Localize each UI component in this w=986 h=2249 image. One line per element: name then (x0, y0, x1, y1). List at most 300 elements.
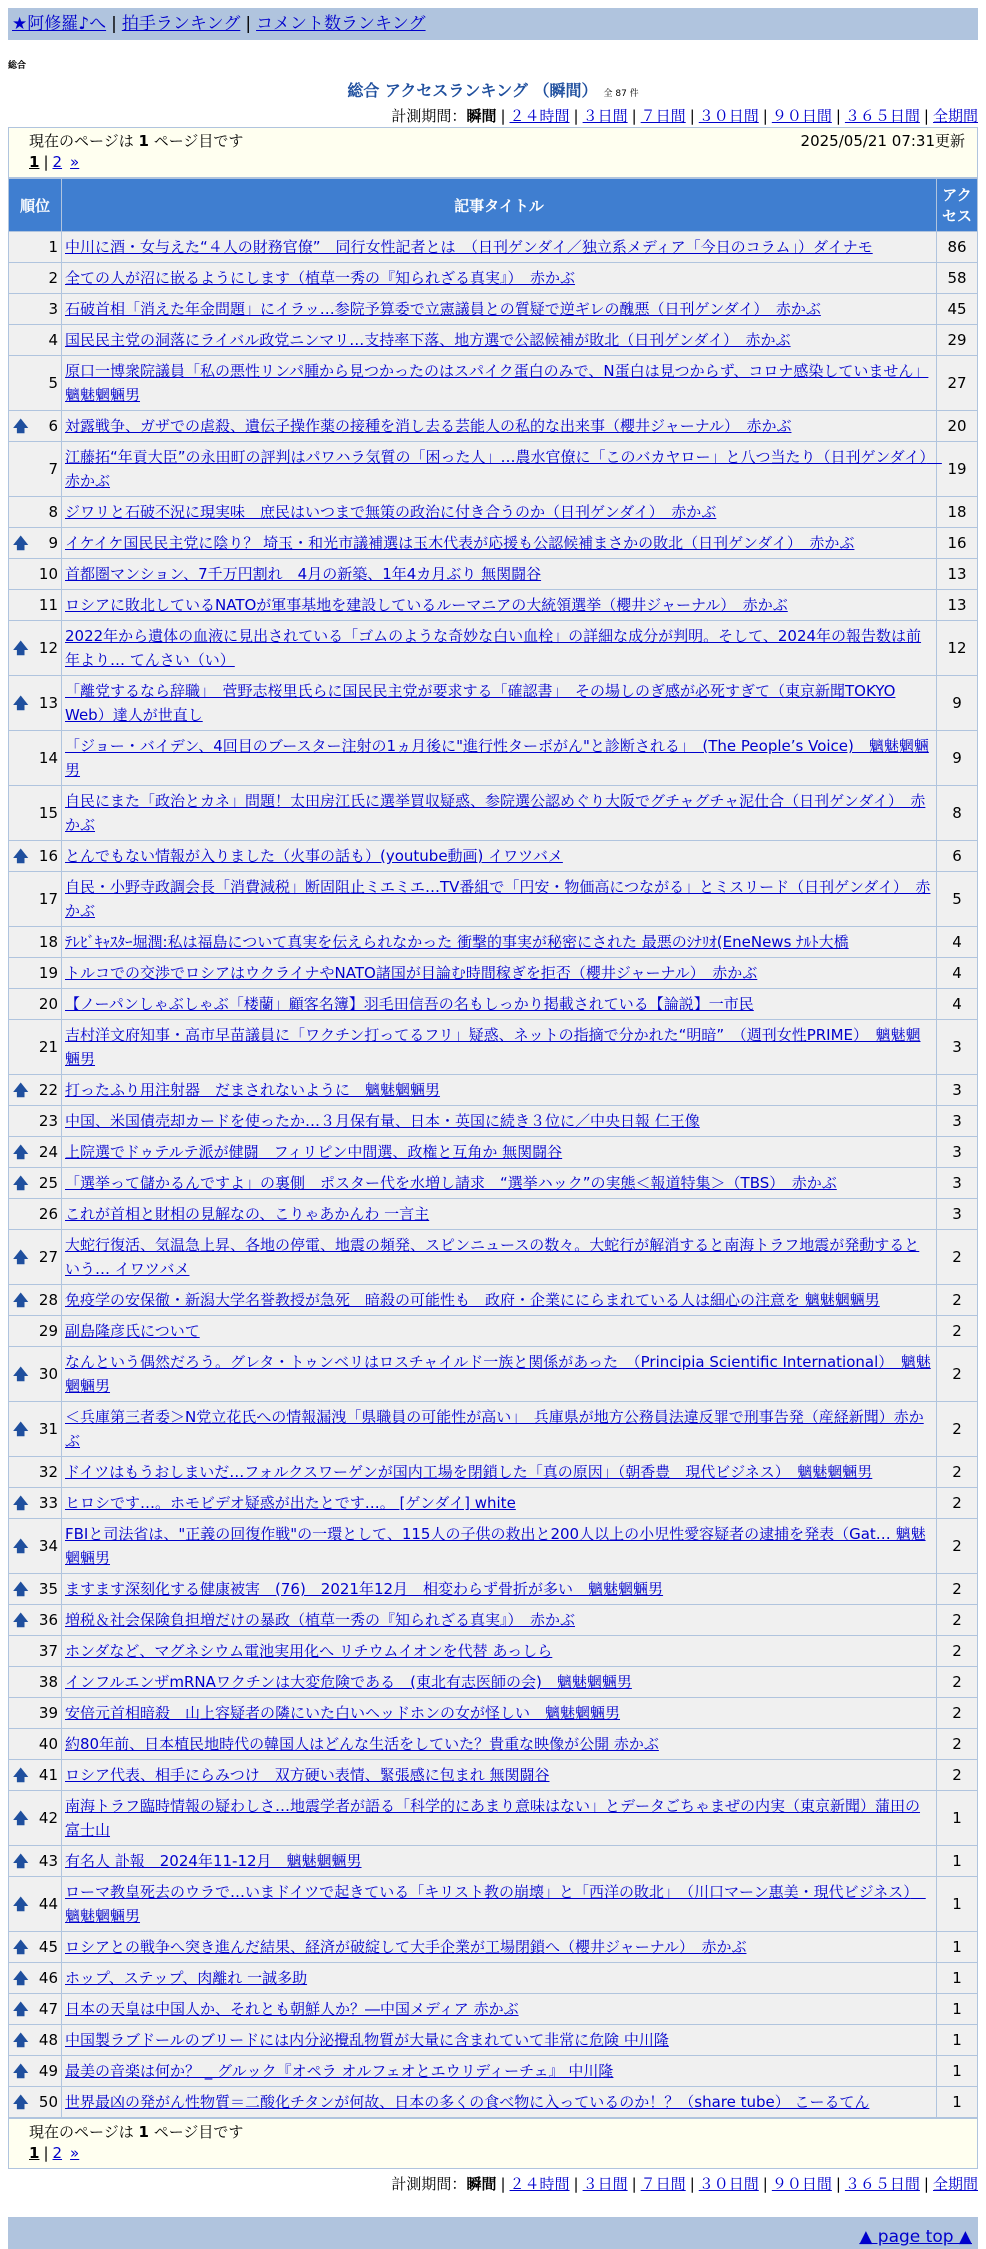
rank-number: 15 (38, 804, 58, 822)
rank-up-arrow-icon: 🡅 (13, 2000, 29, 2018)
rank-number: 37 (38, 1642, 58, 1660)
table-row (9, 2056, 978, 2087)
table-row (9, 325, 978, 356)
table-row (9, 356, 978, 411)
article-title-link[interactable]: ドイツはもうおしまいだ…フォルクスワーゲンが国内工場を閉鎖した「真の原因」（朝香豊 現代ビジネス） 魑魅魍魎男 (65, 1463, 873, 1481)
article-title-link[interactable]: 日本の天皇は中国人か、それとも朝鮮人か？―中国メディア 赤かぶ (65, 2000, 519, 2018)
period-label: 計測期間： (391, 2175, 467, 2193)
access-count: 5 (937, 872, 978, 927)
access-count: 19 (937, 442, 978, 497)
access-count: 3 (937, 1075, 978, 1106)
article-title-link[interactable]: とんでもない情報が入りました（火事の話も）(youtube動画) イワツバメ (65, 847, 563, 865)
article-title-link[interactable]: ロシアに敗北しているNATOが軍事基地を建設しているルーマニアの大統領選挙（櫻井ジャーナル） 赤かぶ (65, 596, 788, 614)
pager-page-2[interactable]: 2 (52, 2144, 63, 2162)
access-count: 86 (937, 232, 978, 263)
table-row (9, 1347, 978, 1402)
period-link[interactable]: 全期間 (932, 107, 978, 125)
rank-number: 45 (38, 1938, 58, 1956)
article-title-link[interactable]: 中国、米国債売却カードを使ったか…３月保有量、日本・英国に続き３位に／中央日報 仁王像 (65, 1112, 700, 1130)
footer-bar (8, 2217, 978, 2249)
article-title-link[interactable]: イケイケ国民民主党に陰り？ 埼玉・和光市議補選は玉木代表が応援も公認候補まさかの敗北（日刊ゲンダイ） 赤かぶ (65, 534, 855, 552)
title-cell (62, 989, 937, 1020)
current-page-text: 現在のページは 1 ページ目です (29, 132, 244, 150)
title-cell (62, 2056, 937, 2087)
article-title-link[interactable]: インフルエンザmRNAワクチンは大変危険である (東北有志医師の会) 魑魅魍魎男 (65, 1673, 632, 1691)
article-title-link[interactable]: 増税＆社会保険負担増だけの暴政（植草一秀の『知られざる真実』） 赤かぶ (65, 1611, 576, 1629)
article-title-link[interactable]: 国民民主党の洞落にライバル政党ニンマリ…支持率下落、地方選で公認候補が敗北（日刊ゲンダイ） 赤かぶ (65, 331, 791, 349)
access-count: 2 (937, 1230, 978, 1285)
rank-number: 38 (38, 1673, 58, 1691)
rank-up-arrow-icon: 🡅 (13, 847, 29, 865)
rank-cell (9, 989, 62, 1020)
rank-number: 34 (38, 1537, 58, 1555)
access-count: 9 (937, 676, 978, 731)
ranking-title-row (8, 81, 978, 101)
rank-number: 26 (38, 1205, 58, 1223)
title-cell (62, 1316, 937, 1347)
title-cell (62, 1877, 937, 1932)
title-cell (62, 1137, 937, 1168)
title-cell (62, 1963, 937, 1994)
table-row (9, 1106, 978, 1137)
rank-cell (9, 559, 62, 590)
rank-cell (9, 294, 62, 325)
table-row (9, 1791, 978, 1846)
rank-up-arrow-icon: 🡅 (13, 1766, 29, 1784)
access-count: 45 (937, 294, 978, 325)
period-link[interactable]: ３６５日間 (844, 2175, 920, 2193)
rank-up-arrow-icon: 🡅 (13, 1537, 29, 1555)
rank-cell (9, 232, 62, 263)
period-separator: | (923, 107, 929, 125)
rank-cell (9, 1760, 62, 1791)
article-title-link[interactable]: ホップ、ステップ、肉離れ 一誠多助 (65, 1969, 308, 1987)
title-cell (62, 1199, 937, 1230)
rank-cell (9, 528, 62, 559)
ranking-table (8, 178, 978, 2118)
table-row (9, 731, 978, 786)
rank-cell (9, 1457, 62, 1488)
period-separator: | (573, 107, 579, 125)
article-title-link[interactable]: 大蛇行復活、気温急上昇、各地の停電、地震の頻発、スピンニュースの数々。大蛇行が解消すると南海トラフ地震が発動するという… イワツバメ (65, 1236, 920, 1278)
rank-up-arrow-icon: 🡅 (13, 534, 29, 552)
header-access: アクセス (937, 179, 978, 232)
rank-number: 32 (38, 1463, 58, 1481)
access-count: 1 (937, 1932, 978, 1963)
article-title-link[interactable]: 2022年から遺体の血液に見出されている「ゴムのような奇妙な白い血栓」の詳細な成分が判明。そして、2024年の報告数は前年より… てんさい（い） (65, 627, 922, 669)
table-row (9, 232, 978, 263)
rank-cell (9, 1075, 62, 1106)
table-row (9, 1667, 978, 1698)
article-title-link[interactable]: なんという偶然だろう。グレタ・トゥンベリはロスチャイルド一族と関係があった （Principia Scientific International） 魑魅魍魎男 (65, 1353, 931, 1395)
access-count: 1 (937, 1963, 978, 1994)
period-link[interactable]: ３日間 (582, 107, 628, 125)
article-title-link[interactable]: 上院選でドゥテルテ派が健闘 フィリピン中間選、政権と互角か 無関闘谷 (65, 1143, 563, 1161)
rank-number: 27 (38, 1248, 58, 1266)
rank-number: 20 (38, 995, 58, 1013)
rank-number: 14 (38, 749, 58, 767)
pager-page-2[interactable]: 2 (52, 153, 63, 171)
rank-cell (9, 1932, 62, 1963)
period-separator: | (762, 2175, 768, 2193)
access-count: 2 (937, 1347, 978, 1402)
article-title-link[interactable]: 「ジョー・バイデン、4回目のブースター注射の1ヵ月後に"進行性ターボがん"と診断される」 (The People’s Voice) 魑魅魍魎男 (65, 737, 929, 779)
nav-link-comment-ranking[interactable]: コメント数ランキング (256, 14, 426, 34)
period-separator: | (689, 2175, 695, 2193)
article-title-link[interactable]: 免疫学の安保徹・新潟大学名誉教授が急死 暗殺の可能性も 政府・企業ににらまれている人は細心の注意を 魑魅魍魎男 (65, 1291, 880, 1309)
table-row (9, 989, 978, 1020)
table-row (9, 1199, 978, 1230)
rank-number: 47 (38, 2000, 58, 2018)
article-title-link[interactable]: 中国製ラブドールのブリードには内分泌攪乱物質が大量に含まれていて非常に危険 中川隆 (65, 2031, 669, 2049)
article-title-link[interactable]: ますます深刻化する健康被害 (76) 2021年12月 相変わらず骨折が多い 魑魅魍魎男 (65, 1580, 664, 1598)
article-title-link[interactable]: ローマ教皇死去のウラで…いまドイツで起きている「キリスト教の崩壊」と「西洋の敗北」 （川口マーン惠美・現代ビジネス） 魑魅魍魎男 (65, 1883, 926, 1925)
table-row (9, 411, 978, 442)
rank-cell (9, 1791, 62, 1846)
article-title-link[interactable]: 有名人 訃報 2024年11-12月 魑魅魍魎男 (65, 1852, 362, 1870)
title-cell (62, 411, 937, 442)
period-label: 計測期間： (391, 107, 467, 125)
pager: 1 | 2 » (29, 153, 80, 171)
access-count: 58 (937, 263, 978, 294)
article-title-link[interactable]: 自民にまた「政治とカネ」問題！太田房江氏に選挙買収疑惑、参院選公認めぐり大阪でグチャグチャ泥仕合（日刊ゲンダイ） 赤かぶ (65, 792, 926, 834)
article-title-link[interactable]: 首都圏マンション、7千万円割れ 4月の新築、1年4カ月ぶり 無関闘谷 (65, 565, 542, 583)
info-box-bottom (8, 2118, 978, 2169)
table-row (9, 263, 978, 294)
table-row (9, 1760, 978, 1791)
rank-cell (9, 1667, 62, 1698)
title-cell (62, 958, 937, 989)
article-title-link[interactable]: 全ての人が沼に嵌るようにします（植草一秀の『知られざる真実』） 赤かぶ (65, 269, 576, 287)
article-title-link[interactable]: 「選挙って儲かるんですよ」の裏側 ポスター代を水増し請求 “選挙ハック”の実態＜報道特集＞（TBS） 赤かぶ (65, 1174, 837, 1192)
access-count: 6 (937, 841, 978, 872)
pager-next[interactable]: » (70, 153, 80, 171)
rank-up-arrow-icon: 🡅 (13, 2031, 29, 2049)
table-row (9, 1932, 978, 1963)
access-count: 3 (937, 1199, 978, 1230)
table-row (9, 841, 978, 872)
article-title-link[interactable]: 副島隆彦氏について (65, 1322, 200, 1340)
period-link[interactable]: ７日間 (640, 107, 686, 125)
rank-cell (9, 872, 62, 927)
title-cell (62, 1729, 937, 1760)
article-title-link[interactable]: 打ったふり用注射器 だまされないように 魑魅魍魎男 (65, 1081, 441, 1099)
rank-number: 29 (38, 1322, 58, 1340)
article-title-link[interactable]: ジワリと石破不況に現実味 庶民はいつまで無策の政治に付き合うのか（日刊ゲンダイ） 赤かぶ (65, 503, 717, 521)
rank-cell (9, 1994, 62, 2025)
rank-up-arrow-icon: 🡅 (13, 1969, 29, 1987)
rank-number: 19 (38, 964, 58, 982)
rank-number: 5 (48, 374, 58, 392)
access-count: 3 (937, 1168, 978, 1199)
title-cell (62, 1402, 937, 1457)
article-title-link[interactable]: 石破首相「消えた年金問題」にイラッ…参院予算委で立憲議員との質疑で逆ギレの醜悪（日刊ゲンダイ） 赤かぶ (65, 300, 821, 318)
table-row (9, 958, 978, 989)
title-cell (62, 1285, 937, 1316)
access-count: 1 (937, 2056, 978, 2087)
rank-up-arrow-icon: 🡅 (13, 417, 29, 435)
rank-cell (9, 1519, 62, 1574)
period-current: 瞬間 (466, 2175, 497, 2193)
rank-up-arrow-icon: 🡅 (13, 1365, 29, 1383)
rank-up-arrow-icon: 🡅 (13, 1611, 29, 1629)
article-title-link[interactable]: 吉村洋文府知事・高市早苗議員に「ワクチン打ってるフリ」疑惑、ネットの指摘で分かれた“明暗” （週刊女性PRIME） 魑魅魍魎男 (65, 1026, 921, 1068)
access-count: 8 (937, 786, 978, 841)
rank-cell (9, 497, 62, 528)
table-row (9, 1402, 978, 1457)
table-row (9, 1316, 978, 1347)
period-link[interactable]: ３０日間 (698, 107, 759, 125)
period-separator: | (500, 107, 506, 125)
rank-number: 50 (38, 2093, 58, 2111)
rank-number: 25 (38, 1174, 58, 1192)
rank-cell (9, 2056, 62, 2087)
access-count: 29 (937, 325, 978, 356)
rank-number: 39 (38, 1704, 58, 1722)
rank-up-arrow-icon: 🡅 (13, 2093, 29, 2111)
table-row (9, 1994, 978, 2025)
access-count: 2 (937, 1519, 978, 1574)
rank-number: 35 (38, 1580, 58, 1598)
info-box-top (8, 127, 978, 178)
article-title-link[interactable]: 安倍元首相暗殺 山上容疑者の隣にいた白いヘッドホンの女が怪しい 魑魅魍魎男 (65, 1704, 621, 1722)
rank-up-arrow-icon: 🡅 (13, 694, 29, 712)
period-separator: | (762, 107, 768, 125)
period-link[interactable]: ９０日間 (771, 107, 832, 125)
title-cell (62, 497, 937, 528)
article-title-link[interactable]: ロシアとの戦争へ突き進んだ結果、経済が破綻して大手企業が工場閉鎖へ（櫻井ジャーナル） 赤かぶ (65, 1938, 747, 1956)
table-row (9, 528, 978, 559)
rank-cell (9, 442, 62, 497)
period-current: 瞬間 (466, 107, 497, 125)
rank-number: 28 (38, 1291, 58, 1309)
table-row (9, 1285, 978, 1316)
table-row (9, 1574, 978, 1605)
access-count: 2 (937, 1729, 978, 1760)
access-count: 4 (937, 989, 978, 1020)
table-row (9, 872, 978, 927)
article-title-link[interactable]: ﾃﾚﾋﾞｷｬｽﾀｰ堀潤:私は福島について真実を伝えられなかった 衝撃的事実が秘密にされた 最悪のｼﾅﾘｵ(EneNews ﾅﾙﾄ大橋 (65, 933, 849, 951)
article-title-link[interactable]: ホンダなど、マグネシウム電池実用化へ リチウムイオンを代替 あっしら (65, 1642, 553, 1660)
rank-cell (9, 958, 62, 989)
section-label: 総合 (8, 61, 27, 71)
access-count: 1 (937, 2087, 978, 2118)
access-count: 3 (937, 1137, 978, 1168)
title-cell (62, 442, 942, 497)
rank-cell (9, 676, 62, 731)
page-top-link[interactable]: ▲ page top ▲ (859, 2227, 972, 2247)
article-title-link[interactable]: ロシア代表、相手にらみつけ 双方硬い表情、緊張感に包まれ 無関闘谷 (65, 1766, 550, 1784)
period-link[interactable]: ７日間 (640, 2175, 686, 2193)
access-count: 2 (937, 1698, 978, 1729)
title-cell (62, 1106, 937, 1137)
title-cell (62, 1075, 937, 1106)
article-title-link[interactable]: トルコでの交渉でロシアはウクライナやNATO諸国が目論む時間稼ぎを拒否（櫻井ジャーナル） 赤かぶ (65, 964, 758, 982)
rank-number: 46 (38, 1969, 58, 1987)
pager-current: 1 (29, 153, 40, 171)
rank-cell (9, 1020, 62, 1075)
rank-up-arrow-icon: 🡅 (13, 2062, 29, 2080)
rank-cell (9, 1106, 62, 1137)
article-title-link[interactable]: 対露戦争、ガザでの虐殺、遺伝子操作薬の接種を消し去る芸能人の私的な出来事（櫻井ジャーナル） 赤かぶ (65, 417, 792, 435)
access-count: 2 (937, 1574, 978, 1605)
rank-up-arrow-icon: 🡅 (13, 1938, 29, 1956)
title-cell (62, 263, 937, 294)
title-cell (62, 356, 937, 411)
rank-cell (9, 1402, 62, 1457)
access-count: 4 (937, 958, 978, 989)
rank-cell (9, 1488, 62, 1519)
title-cell (62, 1636, 937, 1667)
rank-up-arrow-icon: 🡅 (13, 1248, 29, 1266)
period-separator: | (500, 2175, 506, 2193)
rank-cell (9, 1963, 62, 1994)
rank-cell (9, 2087, 62, 2118)
rank-number: 42 (38, 1809, 58, 1827)
access-count: 9 (937, 731, 978, 786)
period-separator: | (631, 107, 637, 125)
period-link[interactable]: ２４時間 (509, 2175, 570, 2193)
rank-up-arrow-icon: 🡅 (13, 1174, 29, 1192)
table-row (9, 1020, 978, 1075)
access-count: 27 (937, 356, 978, 411)
article-title-link[interactable]: 約80年前、日本植民地時代の韓国人はどんな生活をしていた？貴重な映像が公開 赤かぶ (65, 1735, 659, 1753)
rank-up-arrow-icon: 🡅 (13, 1143, 29, 1161)
title-cell (62, 2025, 937, 2056)
access-count: 2 (937, 1402, 978, 1457)
period-link[interactable]: ９０日間 (771, 2175, 832, 2193)
period-selector (8, 105, 978, 127)
rank-cell (9, 786, 62, 841)
table-row (9, 1519, 978, 1574)
rank-number: 4 (48, 331, 58, 349)
rank-up-arrow-icon: 🡅 (13, 1420, 29, 1438)
period-separator: | (689, 107, 695, 125)
period-separator: | (923, 2175, 929, 2193)
rank-cell (9, 263, 62, 294)
title-cell (62, 1457, 937, 1488)
article-title-link[interactable]: 中川に酒・女与えた“４人の財務官僚” 同行女性記者とは （日刊ゲンダイ／独立系メディア「今日のコラム」）ダイナモ (65, 238, 873, 256)
access-count: 1 (937, 1846, 978, 1877)
header-rank: 順位 (9, 179, 62, 232)
current-page-text: 現在のページは 1 ページ目です (29, 2123, 244, 2141)
access-count: 2 (937, 1316, 978, 1347)
article-title-link[interactable]: FBIと司法省は、"正義の回復作戦"の一環として、115人の子供の救出と200人以上の小児性愛容疑者の逮捕を発表（Gat… 魑魅魍魎男 (65, 1525, 926, 1567)
rank-number: 41 (38, 1766, 58, 1784)
access-count: 1 (937, 1877, 978, 1932)
table-row (9, 1605, 978, 1636)
access-count: 2 (937, 1285, 978, 1316)
title-cell (62, 528, 937, 559)
table-row (9, 927, 978, 958)
top-nav (8, 8, 978, 40)
rank-number: 9 (48, 534, 58, 552)
table-row (9, 1846, 978, 1877)
access-count: 3 (937, 1106, 978, 1137)
rank-up-arrow-icon: 🡅 (13, 1291, 29, 1309)
article-title-link[interactable]: 「離党するなら辞職」 菅野志桜里氏らに国民民主党が要求する「確認書」 その場しのぎ感が必死すぎて（東京新聞TOKYO Web）達人が世直し (65, 682, 896, 724)
rank-number: 8 (48, 503, 58, 521)
article-title-link[interactable]: 南海トラフ臨時情報の疑わしさ…地震学者が語る「科学的にあまり意味はない」とデータごちゃまぜの内実（東京新聞）蒲田の富士山 (65, 1797, 921, 1839)
rank-cell (9, 411, 62, 442)
table-row (9, 2087, 978, 2118)
rank-up-arrow-icon: 🡅 (13, 1580, 29, 1598)
rank-number: 12 (38, 639, 58, 657)
period-link[interactable]: ２４時間 (509, 107, 570, 125)
period-link[interactable]: ３日間 (582, 2175, 628, 2193)
access-count: 12 (937, 621, 978, 676)
access-count: 1 (937, 1994, 978, 2025)
rank-cell (9, 1285, 62, 1316)
period-link[interactable]: ３０日間 (698, 2175, 759, 2193)
table-row (9, 676, 978, 731)
table-row (9, 1137, 978, 1168)
rank-up-arrow-icon: 🡅 (13, 1852, 29, 1870)
period-link[interactable]: ３６５日間 (844, 107, 920, 125)
pager-current: 1 (29, 2144, 40, 2162)
title-cell (62, 1605, 937, 1636)
access-count: 2 (937, 1760, 978, 1791)
header-title: 記事タイトル (62, 179, 937, 232)
article-title-link[interactable]: 最美の音楽は何か？ _ グルック『オペラ オルフェオとエウリディーチェ』 中川隆 (65, 2062, 614, 2080)
article-title-link[interactable]: 【ノーパンしゃぶしゃぶ「楼蘭」顧客名簿】羽毛田信吾の名もしっかり掲載されている【論説】一市民 (65, 995, 754, 1013)
article-title-link[interactable]: 世界最凶の発がん性物質＝二酸化チタンが何故、日本の多くの食べ物に入っているのか！？（share tube） こーるてん (65, 2093, 870, 2111)
article-title-link[interactable]: 自民・小野寺政調会長「消費減税」断固阻止ミエミエ…TV番組で「円安・物価高につながる」とミスリード（日刊ゲンダイ） 赤かぶ (65, 878, 931, 920)
article-title-link[interactable]: ＜兵庫第三者委＞N党立花氏への情報漏洩「県職員の可能性が高い」 兵庫県が地方公務員法違反罪で刑事告発（産経新聞）赤かぶ (65, 1408, 924, 1450)
title-cell (62, 1846, 937, 1877)
rank-number: 24 (38, 1143, 58, 1161)
title-cell (62, 1020, 937, 1075)
table-row (9, 294, 978, 325)
rank-cell (9, 1230, 62, 1285)
title-cell (62, 731, 937, 786)
rank-cell (9, 1636, 62, 1667)
period-separator: | (631, 2175, 637, 2193)
article-title-link[interactable]: 江藤拓“年貢大臣”の永田町の評判はパワハラ気質の「困った人」…農水官僚に「このバカヤロー」と八つ当たり（日刊ゲンダイ） 赤かぶ (65, 448, 942, 490)
access-count: 16 (937, 528, 978, 559)
access-count: 4 (937, 927, 978, 958)
article-title-link[interactable]: これが首相と財相の見解なの、こりゃあかんわ 一言主 (65, 1205, 430, 1223)
rank-cell (9, 590, 62, 621)
title-cell (62, 325, 937, 356)
pager-next[interactable]: » (70, 2144, 80, 2162)
nav-link-applause-ranking[interactable]: 拍手ランキング (121, 14, 241, 34)
title-cell (62, 1230, 937, 1285)
table-row (9, 497, 978, 528)
title-cell (62, 1791, 937, 1846)
title-cell (62, 1574, 937, 1605)
rank-up-arrow-icon: 🡅 (13, 1494, 29, 1512)
period-selector-bottom (8, 2173, 978, 2195)
access-count: 2 (937, 1488, 978, 1519)
rank-cell (9, 731, 62, 786)
updated-timestamp: 2025/05/21 07:31更新 (800, 132, 965, 150)
rank-cell (9, 1168, 62, 1199)
nav-separator: | (111, 14, 117, 34)
article-title-link[interactable]: 原口一博衆院議員「私の悪性リンパ腫から見つかったのはスパイク蛋白のみで、N蛋白は見つからず、コロナ感染していません」魑魅魍魎男 (65, 362, 929, 404)
article-title-link[interactable]: ヒロシです…。ホモビデオ疑惑が出たとです…。 [ゲンダイ] white (65, 1494, 516, 1512)
rank-number: 17 (38, 890, 58, 908)
access-count: 2 (937, 1457, 978, 1488)
nav-link-asyura[interactable]: ★阿修羅♪へ (12, 14, 107, 34)
title-cell (62, 786, 937, 841)
table-row (9, 621, 978, 676)
period-link[interactable]: 全期間 (932, 2175, 978, 2193)
ranking-title: 総合 アクセスランキング （瞬間） (347, 81, 598, 100)
rank-number: 1 (48, 238, 58, 256)
title-cell (62, 1994, 937, 2025)
access-count: 2 (937, 1605, 978, 1636)
